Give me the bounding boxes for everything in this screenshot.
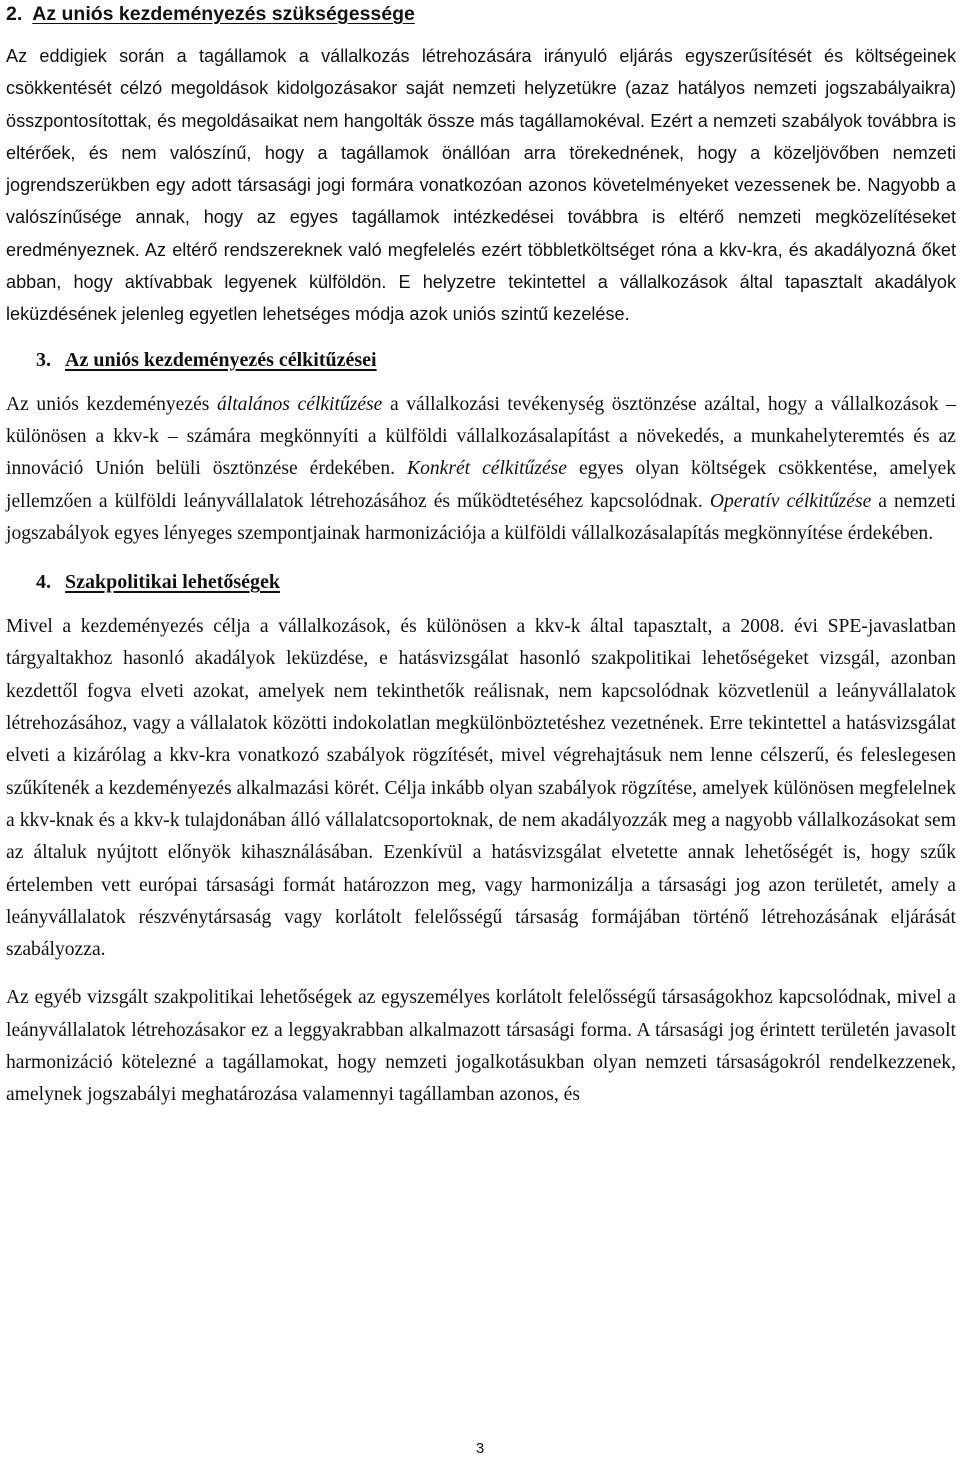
operative-objective-text: a nemzeti jogszabályok egyes lényeges szempontjainak harmonizációja a külföldi vállalkozásalapítás megkönnyítése érdekében. <box>6 490 956 544</box>
section-4-paragraph-2: Az egyéb vizsgált szakpolitikai lehetőségek az egyszemélyes korlátolt felelősségű társaságokhoz kapcsolódnak, mivel a leányvállalatok létrehozásakor ez a leggyakrabban alkalmazott társasági forma. A társasági jog érintett területén javasolt harmonizáció kötelezné a tagállamokat, hogy nemzeti jogalkotásukban olyan nemzeti társaságokról rendelkezzenek, amelynek jogszabályi meghatározása valamennyi tagállamban azonos, és <box>6 987 956 1106</box>
section-2-number: 2. <box>6 3 23 25</box>
section-4-number: 4. <box>36 571 51 594</box>
section-3-number: 3. <box>36 348 51 371</box>
specific-objective-text: egyes olyan költségek csökkentése, amelyek jellemzően a külföldi leányvállalatok létrehozásához és működtetéséhez kapcsolódnak. <box>6 458 956 512</box>
general-objective-label: általános célkitűzése <box>216 393 383 415</box>
document-page <box>6 0 956 1112</box>
general-objective-text: a vállalkozási tevékenység ösztönzése azáltal, hogy a vállalkozások – különösen a kkv-k – számára megkönnyíti a külföldi vállalkozásalapítást a növekedés, a munkahelyteremtés és az innováció Unión belüli ösztönzése érdekében. <box>6 393 957 480</box>
specific-objective-label: Konkrét célkitűzése <box>407 458 567 480</box>
objectives-intro: Az uniós kezdeményezés <box>6 393 217 415</box>
section-2-paragraph: Az eddigiek során a tagállamok a vállalkozás létrehozására irányuló eljárás egyszerűsítését és költségeinek csökkentését célzó megoldások kidolgozásakor saját nemzeti helyzetükre (azaz hatályos nemzeti jogszabályaikra) összpontosítottak, és megoldásaikat nem hangolták össze más tagállamokéval. Ezért a nemzeti szabályok továbbra is eltérőek, és nem valószínű, hogy a tagállamok önállóan arra törekednének, hogy a közeljövőben nemzeti jogrendszerükben egy adott társasági jogi formára vonatkozóan azonos követelményeket vezessenek be. Nagyobb a valószínűsége annak, hogy az egyes tagállamok intézkedései továbbra is eltérő nemzeti megközelítéseket eredményeznek. Az eltérő rendszereknek való megfelelés ezért többletköltséget róna a kkv-kra, és akadályozná őket abban, hogy aktívabbak legyenek külföldön. E helyzetre tekintettel a vállalkozások által tapasztalt akadályok leküzdésének jelenleg egyetlen lehetséges módja azok uniós szintű kezelése. <box>6 46 956 325</box>
operative-objective-label: Operatív célkitűzése <box>709 490 872 512</box>
section-4-title: Szakpolitikai lehetőségek <box>65 571 281 594</box>
page-number: 3 <box>475 1440 485 1457</box>
section-3-paragraph <box>6 389 956 550</box>
section-4-heading <box>6 569 956 595</box>
section-3-heading <box>6 347 956 373</box>
section-2-heading <box>6 0 956 27</box>
section-3-title: Az uniós kezdeményezés célkitűzései <box>65 348 377 371</box>
section-4-paragraph-1: Mivel a kezdeményezés célja a vállalkozások, és különösen a kkv-k által tapasztalt, a 2008. évi SPE-javaslatban tárgyaltakhoz hasonló akadályok leküzdése, e hatásvizsgálat hasonló szakpolitikai lehetőségeket vizsgál, azonban kezdettől fogva elveti azokat, amelyek nem tekinthetők reálisnak, nem kapcsolódnak közvetlenül a leányvállalatok létrehozásához, vagy a vállalatok közötti indokolatlan megkülönböztetéshez vezetnének. Erre tekintettel a hatásvizsgálat elveti a kizárólag a kkv-kra vonatkozó szabályok rögzítését, mivel végrehajtásuk nem lenne célszerű, és feleslegesen szűkítenék a kezdeményezés alkalmazási körét. Célja inkább olyan szabályok rögzítése, amelyek különösen megfelelnek a kkv-knak és a kkv-k tulajdonában álló vállalatcsoportoknak, de nem akadályozzák meg a nagyobb vállalkozásokat sem az általuk nyújtott előnyök kihasználásában. Ezenkívül a hatásvizsgálat elvetette annak lehetőségét is, hogy szűk értelemben vett európai társasági formát határozzon meg, vagy harmonizálja a társasági jog azon területét, amely a leányvállalatok részvénytársaság vagy korlátolt felelősségű társaság formájában történő létrehozásának eljárását szabályozza. <box>6 616 956 961</box>
section-2-title: Az uniós kezdeményezés szükségessége <box>32 3 415 25</box>
